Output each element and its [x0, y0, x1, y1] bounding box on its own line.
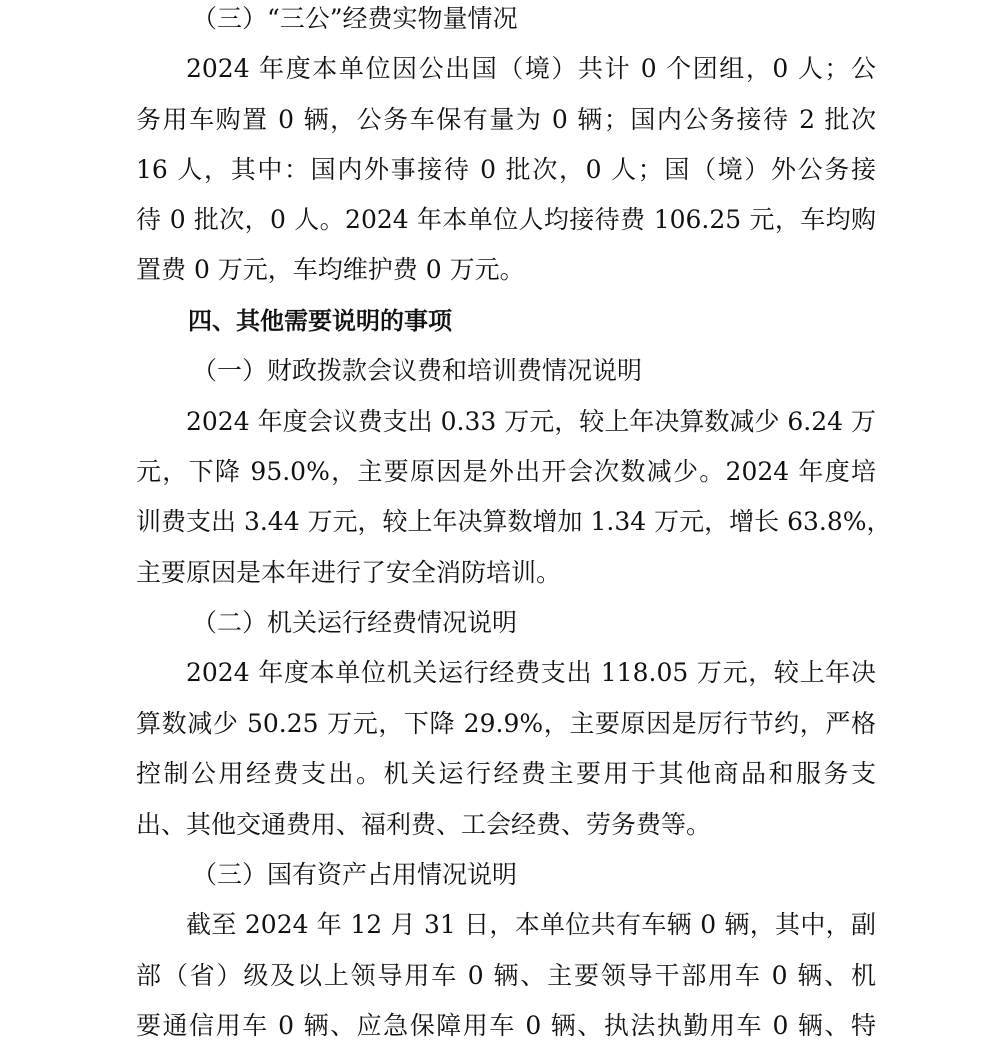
paragraph-line: 2024 年度会议费支出 0.33 万元，较上年决算数减少 6.24 万	[186, 407, 876, 436]
subsection-heading-state-assets: （三）国有资产占用情况说明	[192, 860, 518, 889]
paragraph-line: 元，下降 95.0%，主要原因是外出开会次数减少。2024 年度培	[136, 457, 877, 486]
subsection-heading-meeting-training: （一）财政拨款会议费和培训费情况说明	[192, 356, 643, 385]
paragraph-line: 训费支出 3.44 万元，较上年决算数增加 1.34 万元，增长 63.8%，	[136, 507, 892, 536]
paragraph-line: 部（省）级及以上领导用车 0 辆、主要领导干部用车 0 辆、机	[136, 961, 876, 990]
paragraph-line: 截至 2024 年 12 月 31 日，本单位共有车辆 0 辆，其中，副	[186, 910, 876, 939]
section-heading-other-matters: 四、其他需要说明的事项	[188, 307, 452, 335]
paragraph-line: 控制公用经费支出。机关运行经费主要用于其他商品和服务支	[136, 759, 876, 788]
paragraph-line: 待 0 批次，0 人。2024 年本单位人均接待费 106.25 元，车均购	[136, 205, 876, 234]
paragraph-line: 要通信用车 0 辆、应急保障用车 0 辆、执法执勤用车 0 辆、特	[136, 1011, 876, 1040]
paragraph-line: 2024 年度本单位因公出国（境）共计 0 个团组，0 人；公	[186, 54, 876, 83]
paragraph-line: 置费 0 万元，车均维护费 0 万元。	[136, 255, 525, 284]
paragraph-line: 2024 年度本单位机关运行经费支出 118.05 万元，较上年决	[186, 658, 876, 687]
subsection-heading-operating-expenses: （二）机关运行经费情况说明	[192, 608, 518, 637]
paragraph-line: 务用车购置 0 辆，公务车保有量为 0 辆；国内公务接待 2 批次	[136, 105, 876, 134]
paragraph-line: 16 人，其中：国内外事接待 0 批次，0 人；国（境）外公务接	[136, 155, 876, 184]
section-heading-three-public-quantity: （三）“三公”经费实物量情况	[192, 4, 518, 33]
paragraph-line: 出、其他交通费用、福利费、工会经费、劳务费等。	[136, 810, 712, 839]
paragraph-line: 算数减少 50.25 万元，下降 29.9%，主要原因是厉行节约，严格	[136, 709, 876, 738]
paragraph-line: 主要原因是本年进行了安全消防培训。	[136, 558, 562, 587]
